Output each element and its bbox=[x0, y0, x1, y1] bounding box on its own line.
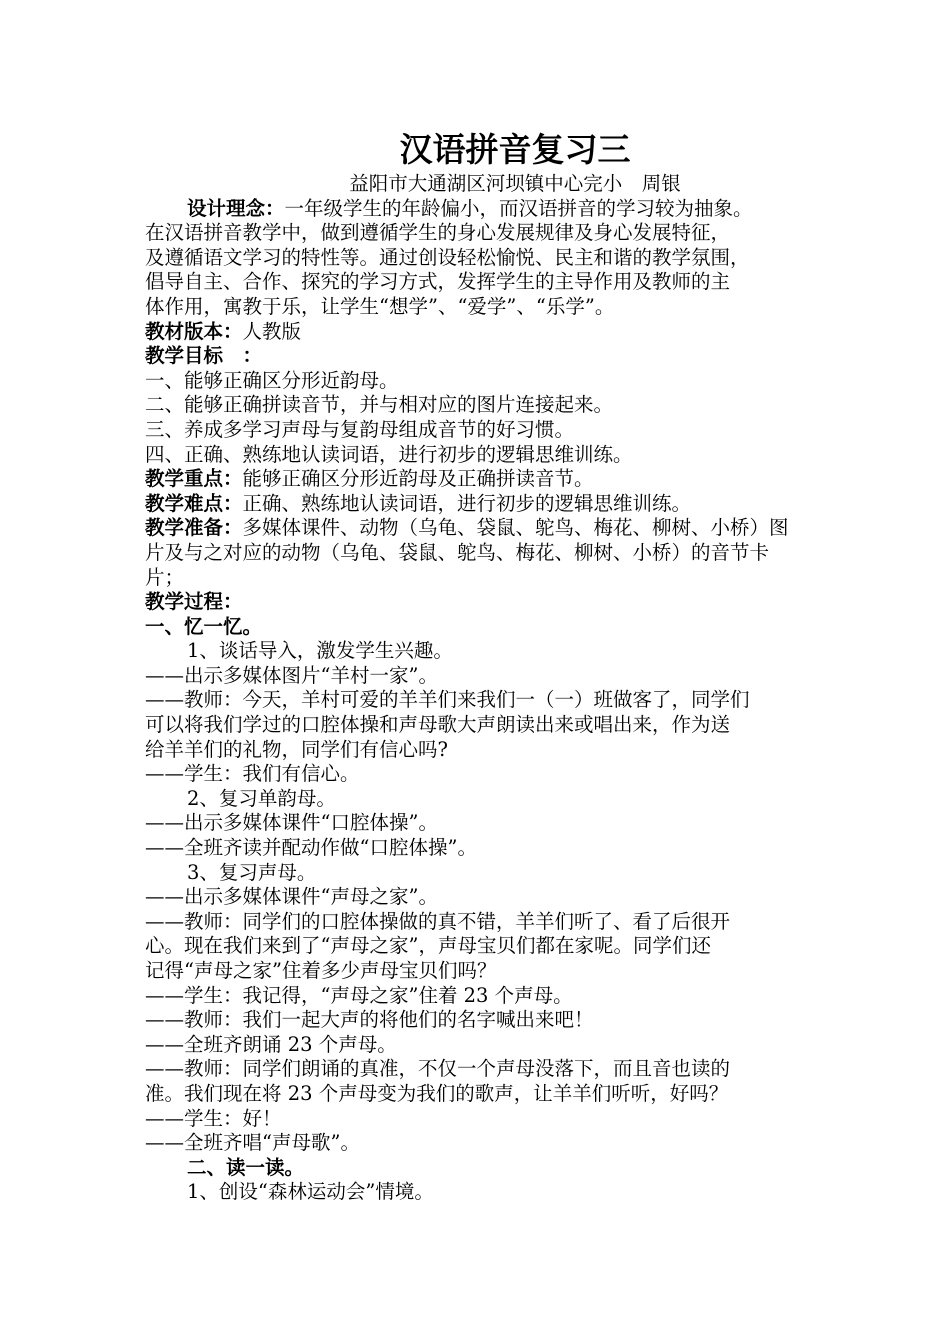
difficulty-label: 教学难点： bbox=[145, 491, 243, 515]
dialogue-line: 准。我们现在将 23 个声母变为我们的歌声，让羊羊们听听，好吗？ bbox=[145, 1081, 729, 1105]
goals-label: 教学目标 ： bbox=[145, 344, 263, 368]
step-line: 3、复习声母。 bbox=[187, 860, 317, 884]
difficulty-line: 教学难点：正确、熟练地认读词语，进行初步的逻辑思维训练。 bbox=[145, 491, 692, 515]
preparation-label: 教学准备： bbox=[145, 516, 243, 540]
dialogue-line: 记得“声母之家”住着多少声母宝贝们吗？ bbox=[145, 959, 497, 982]
dialogue-line: ——全班齐唱“声母歌”。 bbox=[145, 1131, 360, 1155]
dialogue-line: ——出示多媒体课件“口腔体操”。 bbox=[145, 811, 438, 835]
step-line: 1、谈话导入，激发学生兴趣。 bbox=[187, 639, 453, 663]
preparation-line-1: 教学准备：多媒体课件、动物（乌龟、袋鼠、鸵鸟、梅花、柳树、小桥）图 bbox=[145, 516, 789, 540]
goal-item: 三、养成多学习声母与复韵母组成音节的好习惯。 bbox=[145, 417, 575, 441]
dialogue-line: ——教师：同学们的口腔体操做的真不错，羊羊们听了、看了后很开 bbox=[145, 909, 731, 933]
dialogue-line: 可以将我们学过的口腔体操和声母歌大声朗读出来或唱出来，作为送 bbox=[145, 713, 731, 737]
dialogue-line: 心。现在我们来到了“声母之家”，声母宝贝们都在家呢。同学们还 bbox=[145, 934, 711, 958]
step-line: 2、复习单韵母。 bbox=[187, 786, 336, 810]
dialogue-line: ——学生：我记得，“声母之家”住着 23 个声母。 bbox=[145, 983, 573, 1007]
design-line-5: 体作用，寓教于乐，让学生“想学”、“爱学”、“乐学”。 bbox=[145, 294, 615, 318]
section-heading: 二、读一读。 bbox=[187, 1155, 305, 1179]
dialogue-line: ——学生：好！ bbox=[145, 1106, 282, 1130]
goal-item: 一、能够正确区分形近韵母。 bbox=[145, 368, 399, 392]
section-heading: 一、忆一忆。 bbox=[145, 614, 263, 638]
key-point-label: 教学重点： bbox=[145, 467, 243, 491]
dialogue-line: ——教师：今天，羊村可爱的羊羊们来我们一（一）班做客了，同学们 bbox=[145, 688, 750, 712]
edition-line: 教材版本：人教版 bbox=[145, 319, 302, 343]
dialogue-line: ——出示多媒体课件“声母之家”。 bbox=[145, 885, 438, 909]
document-page bbox=[145, 128, 825, 1205]
preparation-line-2: 片及与之对应的动物（乌龟、袋鼠、鸵鸟、梅花、柳树、小桥）的音节卡 bbox=[145, 540, 770, 564]
dialogue-line: ——学生：我们有信心。 bbox=[145, 762, 360, 786]
preparation-line-3: 片； bbox=[145, 565, 185, 589]
design-label: 设计理念： bbox=[187, 196, 285, 220]
goal-item: 四、正确、熟练地认读词语，进行初步的逻辑思维训练。 bbox=[145, 442, 633, 466]
design-line-1: 设计理念：一年级学生的年龄偏小，而汉语拼音的学习较为抽象。 bbox=[187, 196, 753, 220]
goal-item: 二、能够正确拼读音节，并与相对应的图片连接起来。 bbox=[145, 393, 614, 417]
design-line-3: 及遵循语文学习的特性等。通过创设轻松愉悦、民主和谐的教学氛围， bbox=[145, 245, 750, 269]
design-line-4: 倡导自主、合作、探究的学习方式，发挥学生的主导作用及教师的主 bbox=[145, 270, 731, 294]
dialogue-line: ——出示多媒体图片“羊村一家”。 bbox=[145, 663, 438, 687]
design-line-2: 在汉语拼音教学中，做到遵循学生的身心发展规律及身心发展特征， bbox=[145, 221, 731, 245]
document-title: 汉语拼音复习三 bbox=[399, 130, 631, 169]
dialogue-line: ——全班齐读并配动作做“口腔体操”。 bbox=[145, 836, 477, 860]
dialogue-line: ——教师：同学们朗诵的真准，不仅一个声母没落下，而且音也读的 bbox=[145, 1057, 731, 1081]
process-label: 教学过程： bbox=[145, 590, 243, 614]
dialogue-line: 给羊羊们的礼物，同学们有信心吗? bbox=[145, 737, 448, 761]
step-line: 1、创设“森林运动会”情境。 bbox=[187, 1180, 434, 1204]
dialogue-line: ——教师：我们一起大声的将他们的名字喊出来吧！ bbox=[145, 1008, 594, 1032]
dialogue-line: ——全班齐朗诵 23 个声母。 bbox=[145, 1032, 397, 1056]
key-point-line: 教学重点：能够正确区分形近韵母及正确拼读音节。 bbox=[145, 467, 594, 491]
edition-label: 教材版本： bbox=[145, 319, 243, 343]
author-line: 益阳市大通湖区河坝镇中心完小 周银 bbox=[349, 172, 681, 195]
